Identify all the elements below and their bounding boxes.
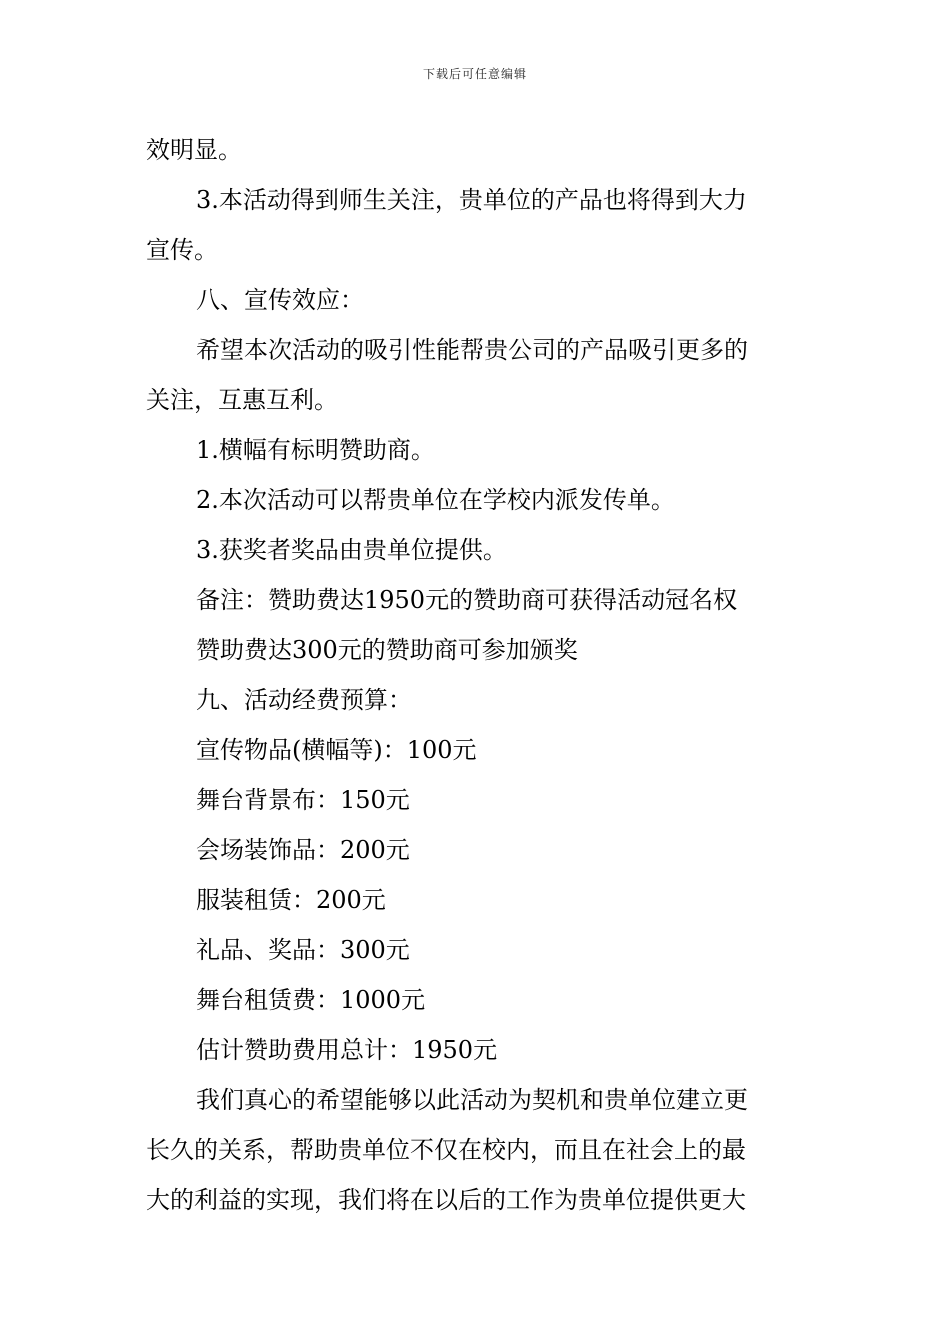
text-line: 我们真心的希望能够以此活动为契机和贵单位建立更 bbox=[196, 1086, 748, 1114]
list-item: 1.横幅有标明赞助商。 bbox=[196, 436, 435, 464]
budget-item: 礼品、奖品：300元 bbox=[196, 936, 410, 964]
list-item: 3.获奖者奖品由贵单位提供。 bbox=[196, 536, 507, 564]
budget-item: 会场装饰品：200元 bbox=[196, 836, 410, 864]
budget-item: 舞台租赁费：1000元 bbox=[196, 986, 426, 1014]
budget-item: 舞台背景布：150元 bbox=[196, 786, 410, 814]
note-line: 赞助费达300元的赞助商可参加颁奖 bbox=[196, 636, 578, 664]
text-line: 关注，互惠互利。 bbox=[146, 386, 338, 414]
section-heading: 九、活动经费预算： bbox=[196, 686, 412, 714]
budget-total: 估计赞助费用总计：1950元 bbox=[196, 1036, 498, 1064]
text-line: 宣传。 bbox=[146, 236, 218, 264]
note-line: 备注：赞助费达1950元的赞助商可获得活动冠名权 bbox=[196, 586, 738, 614]
text-line: 希望本次活动的吸引性能帮贵公司的产品吸引更多的 bbox=[196, 336, 748, 364]
list-item: 2.本次活动可以帮贵单位在学校内派发传单。 bbox=[196, 486, 675, 514]
text-line: 3.本活动得到师生关注，贵单位的产品也将得到大力 bbox=[196, 186, 747, 214]
budget-item: 服装租赁：200元 bbox=[196, 886, 386, 914]
page-header: 下载后可任意编辑 bbox=[422, 67, 527, 81]
document-body bbox=[146, 125, 806, 1225]
text-line: 效明显。 bbox=[146, 136, 242, 164]
section-heading: 八、宣传效应： bbox=[196, 286, 364, 314]
text-line: 长久的关系，帮助贵单位不仅在校内，而且在社会上的最 bbox=[146, 1136, 746, 1164]
budget-item: 宣传物品(横幅等)：100元 bbox=[196, 736, 477, 764]
text-line: 大的利益的实现，我们将在以后的工作为贵单位提供更大 bbox=[146, 1186, 746, 1214]
